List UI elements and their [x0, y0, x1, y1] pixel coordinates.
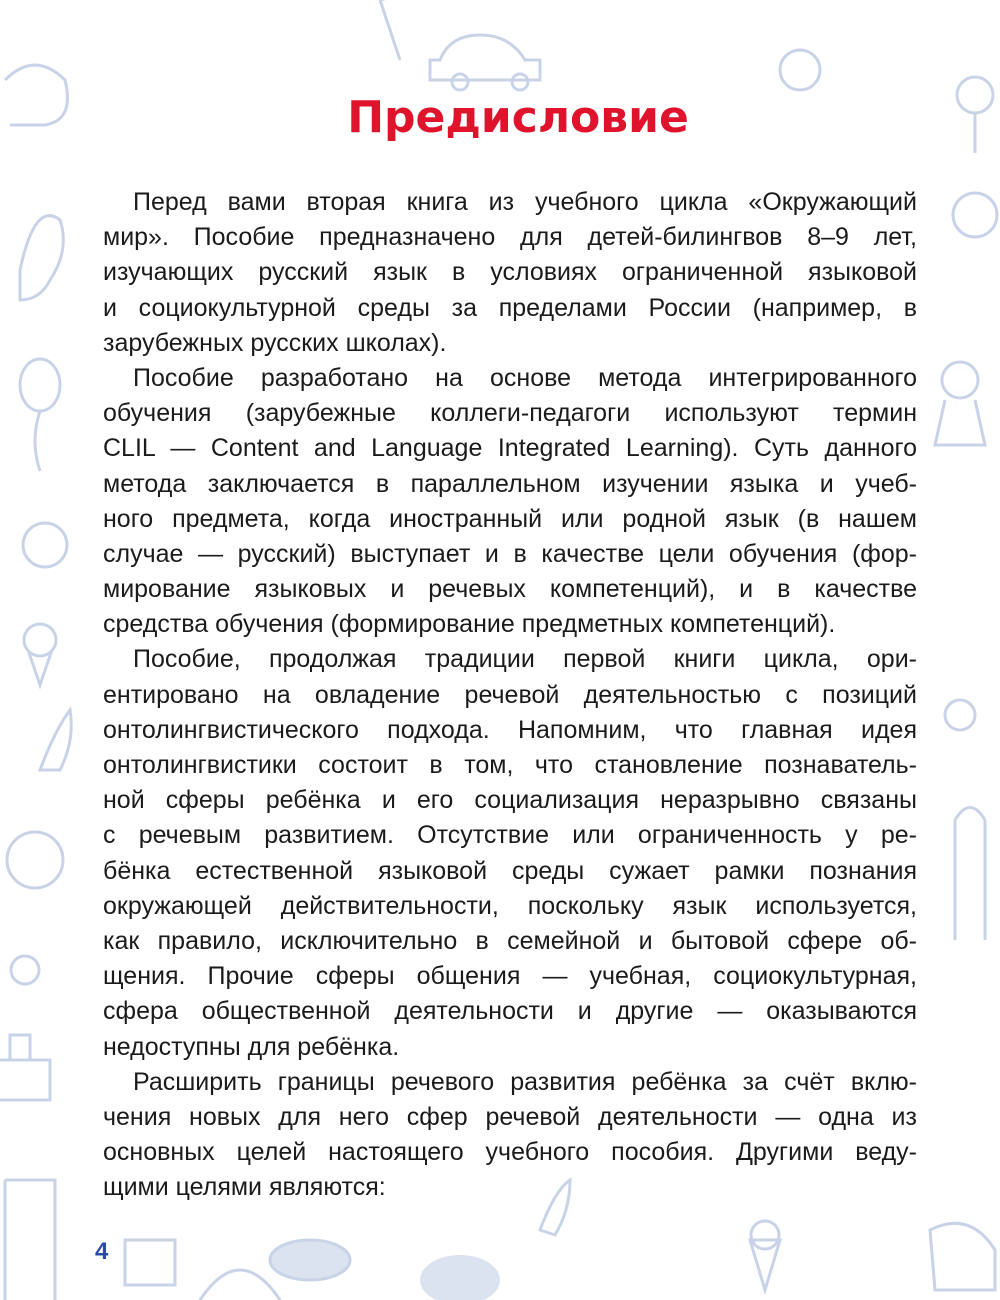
text-line: основных целей настоящего учебного пособия. Другими веду-: [103, 1138, 917, 1167]
rocket-icon: [40, 710, 71, 770]
text-line: ентировано на овладение речевой деятельностью с позиций: [103, 680, 917, 709]
giraffe-icon: [955, 808, 985, 941]
text-line: изучающих русский язык в условиях ограниченной языковой: [103, 258, 917, 287]
text-line: мирование языковых и речевых компетенций), и в качестве: [103, 575, 917, 604]
text-line: окружающей действительности, поскольку язык используется,: [103, 891, 917, 920]
page-body: [103, 185, 917, 1205]
text-line: с речевым развитием. Отсутствие или ограниченность у ре-: [103, 821, 917, 850]
boy-icon: [7, 832, 63, 888]
text-line: средства обучения (формирование предметных компетенций).: [103, 610, 836, 639]
text-line: бёнка естественной языковой среды сужает рамки познания: [103, 856, 917, 885]
text-line: и социокультурной среды за пределами России (например, в: [103, 293, 917, 322]
text-line: чения новых для него сфер речевой деятельности — одна из: [103, 1102, 917, 1131]
paragraph: [103, 642, 917, 1064]
puzzle-icon: [125, 1240, 175, 1285]
alarm-clock-icon: [953, 193, 997, 237]
paragraph: [103, 185, 917, 361]
page-title: Предисловие: [347, 92, 689, 143]
text-line: онтолингвистики состоит в том, что становление познаватель-: [103, 751, 917, 779]
text-line: онтолингвистического подхода. Напомним, что главная идея: [103, 715, 917, 744]
car-icon: [430, 35, 540, 90]
text-line: Перед вами вторая книга из учебного цикла «Окружающий: [133, 188, 917, 216]
chick-icon: [945, 700, 975, 730]
page-number: 4: [95, 1238, 109, 1265]
text-line: щения. Прочие сферы общения — учебная, социокультурная,: [103, 962, 917, 991]
text-line: Пособие разработано на основе метода интегрированного: [133, 363, 917, 392]
text-line: CLIL — Content and Language Integrated Learning). Суть данного: [103, 434, 917, 463]
ice-cream-icon-2: [750, 1221, 780, 1290]
text-line: Расширить границы речевого развития ребёнка за счёт вклю-: [133, 1067, 917, 1096]
castle-icon: [5, 1180, 55, 1300]
kid-icon: [23, 523, 67, 567]
flower-icon: [11, 956, 39, 984]
paragraph: [103, 1065, 917, 1206]
text-line: ного предмета, когда иностранный или родной язык (в нашем: [103, 504, 917, 533]
dinosaur-icon: [20, 216, 63, 300]
text-line: ной сферы ребёнка и его социализация неразрывно связаны: [103, 786, 917, 815]
text-line: щими целями являются:: [103, 1173, 386, 1202]
ball-icon: [780, 50, 820, 90]
text-line: обучения (зарубежные коллеги-педагоги используют термин: [103, 399, 917, 428]
girl-icon: [935, 362, 985, 445]
umbrella-icon: [200, 1270, 280, 1300]
text-line: мир». Пособие предназначено для детей-билингвов 8–9 лет,: [103, 223, 917, 252]
text-line: как правило, исключительно в семейной и бытовой сфере об-: [103, 926, 917, 955]
ice-cream-icon: [24, 624, 56, 685]
text-line: метода заключается в параллельном изучении языка и учеб-: [103, 469, 917, 498]
text-line: недоступны для ребёнка.: [103, 1032, 400, 1061]
cloud-icon: [270, 1240, 350, 1280]
paragraph: [103, 361, 917, 643]
text-line: Пособие, продолжая традиции первой книги цикла, ори-: [133, 645, 917, 674]
text-line: случае — русский) выступает и в качестве цели обучения (фор-: [103, 539, 917, 568]
ship-icon: [0, 1035, 50, 1100]
balloon-icon: [20, 359, 60, 471]
elephant-icon-2: [930, 1223, 995, 1290]
flag-icon: [380, 0, 420, 60]
elephant-icon: [420, 1255, 500, 1300]
text-line: зарубежных русских школах).: [103, 328, 447, 357]
text-line: сфера общественной деятельности и другие — оказываются: [103, 997, 917, 1026]
